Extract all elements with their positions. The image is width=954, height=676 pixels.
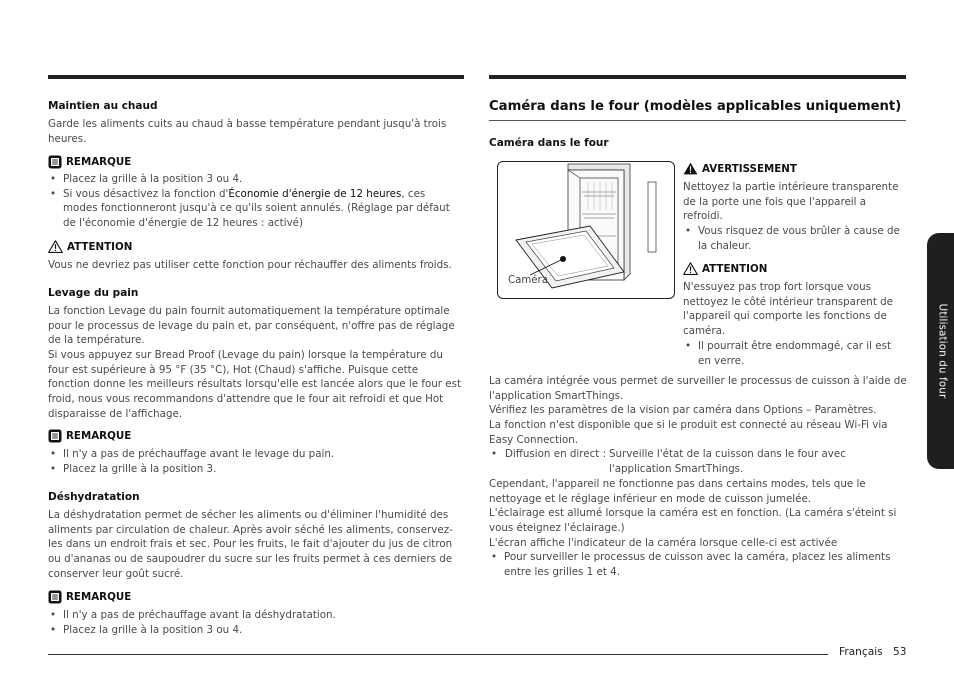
list-item: • Pour surveiller le processus de cuisson avec la caméra, placez les aliments entre les grilles 1 et 4.: [489, 550, 907, 579]
camera-body2-p1: Cependant, l'appareil ne fonctionne pas dans certains modes, tels que le nettoyage et le réglage inférieur en mode de cuisson jumelée.: [489, 478, 866, 505]
diffusion-def-1: Surveille l'état de la cuisson dans le four avec: [609, 448, 846, 460]
footer-rule: [48, 654, 828, 655]
levage-text-1: La fonction Levage du pain fournit automatiquement la température optimale pour le processus de levage du pain et, par conséquent, n'offre pas de réglage de la température.: [48, 305, 455, 347]
maintien-note-list: [48, 172, 462, 231]
diffusion-def-2: l'application SmartThings.: [609, 462, 744, 475]
diffusion-term: Diffusion en direct :: [505, 448, 607, 460]
camera-attention-list: [683, 339, 907, 368]
camera-attention-heading: [683, 262, 767, 275]
levage-note-list: [48, 447, 462, 476]
avertissement-text: Nettoyez la partie intérieure transparente de la porte une fois que l'appareil a refroidi.: [683, 181, 899, 223]
footer-language: Français: [839, 646, 883, 658]
side-section-tab[interactable]: [927, 233, 954, 469]
list-item: • Il n'y a pas de préchauffage avant la déshydratation.: [48, 608, 462, 623]
page-number: 53: [893, 646, 907, 658]
oven-illustration: [497, 161, 675, 299]
note-icon: [48, 590, 62, 604]
camera-body2-p2: L'éclairage est allumé lorsque la caméra est en fonction. (La caméra s'éteint si vous éteignez l'éclairage.): [489, 507, 897, 535]
list-item: • Si vous désactivez la fonction d'Économie d'énergie de 12 heures, ces modes fonctionneront jusqu'à ce qu'ils soient annulés. (Réglage par défaut de l'économie d'énergie de 12 heures : activé): [48, 187, 462, 231]
deshydratation-note: [48, 590, 131, 604]
camera-last-list: [489, 550, 907, 579]
camera-body-p2: Vérifiez les paramètres de la vision par caméra dans Options – Paramètres.: [489, 404, 877, 417]
camera-body-2: [489, 477, 907, 551]
list-item: • Placez la grille à la position 3.: [48, 462, 462, 477]
maintien-attention: [48, 240, 132, 253]
eco-term: Économie d'énergie de 12 heures: [228, 187, 402, 200]
levage-heading: Levage du pain: [48, 287, 139, 299]
levage-note: [48, 429, 131, 443]
camera-body: [489, 374, 907, 448]
camera-body2-p3: L'écran affiche l'indicateur de la caméra lorsque celle-ci est activée: [489, 536, 838, 549]
deshydratation-heading: Déshydratation: [48, 491, 140, 503]
list-item: • Vous risquez de vous brûler à cause de la chaleur.: [683, 224, 907, 253]
camera-body-p1: La caméra intégrée vous permet de surveiller le processus de cuisson à l'aide de l'application SmartThings.: [489, 375, 907, 402]
left-top-bar: [48, 75, 464, 79]
note-label: REMARQUE: [66, 430, 132, 442]
list-item: • Il pourrait être endommagé, car il est en verre.: [683, 339, 907, 368]
list-item: • Placez la grille à la position 3 ou 4.: [48, 623, 462, 638]
note-label: REMARQUE: [66, 156, 132, 168]
maintien-text: Garde les aliments cuits au chaud à basse température pendant jusqu'à trois heures.: [48, 118, 447, 145]
deshydratation-text: La déshydratation permet de sécher les aliments ou d'éliminer l'humidité des aliments par circulation de chaleur. Après avoir séché les aliments, conservez-les dans un endroit frais et sec. Pour les fruits, le fait d'ajouter du jus de citron ou d'ananas ou de saupoudrer du sucre sur les fruits permet à ces derniers de conserver leur goût sucré.: [48, 509, 453, 580]
list-item: • Il n'y a pas de préchauffage avant le levage du pain.: [48, 447, 462, 462]
avertissement-label: AVERTISSEMENT: [702, 162, 797, 175]
camera-attention-text: N'essuyez pas trop fort lorsque vous nettoyez le côté intérieur transparent de l'appareil qui comporte les fonctions de caméra.: [683, 281, 894, 338]
note-label: REMARQUE: [66, 591, 132, 603]
maintien-note: [48, 155, 131, 169]
right-top-bar: [489, 75, 906, 79]
list-item: • Placez la grille à la position 3 ou 4.: [48, 172, 462, 187]
warning-triangle-icon: [683, 262, 698, 275]
warning-triangle-icon: [48, 240, 63, 253]
maintien-heading: Maintien au chaud: [48, 100, 158, 112]
section-title: Caméra dans le four (modèles applicables uniquement): [489, 99, 902, 114]
attention-label: ATTENTION: [67, 240, 133, 253]
camera-subheading: Caméra dans le four: [489, 137, 609, 149]
levage-text-2: Si vous appuyez sur Bread Proof (Levage du pain) lorsque la température du four est supérieure à 95 °F (35 °C), Hot (Chaud) s'affiche. Puisque cette fonction donne les meilleurs résultats lorsqu'elle est lancée alors que le four est froid, nous vous recommandons d'attendre que le four ait refroidi et que Hot disparaisse de l'affichage.: [48, 349, 462, 420]
title-underline: [489, 120, 906, 121]
camera-label: Caméra: [508, 275, 548, 286]
note-icon: [48, 155, 62, 169]
attention-label: ATTENTION: [702, 262, 768, 275]
avertissement-heading: [683, 162, 797, 175]
maintien-attention-text: Vous ne devriez pas utiliser cette fonction pour réchauffer des aliments froids.: [48, 259, 452, 271]
note-icon: [48, 429, 62, 443]
camera-body-p3: La fonction n'est disponible que si le produit est connecté au réseau Wi-Fi via Easy Connection.: [489, 419, 888, 446]
side-tab-label: Utilisation du four: [936, 303, 948, 399]
warning-filled-icon: [683, 162, 698, 175]
deshydratation-note-list: [48, 608, 462, 637]
avertissement-list: [683, 224, 907, 253]
